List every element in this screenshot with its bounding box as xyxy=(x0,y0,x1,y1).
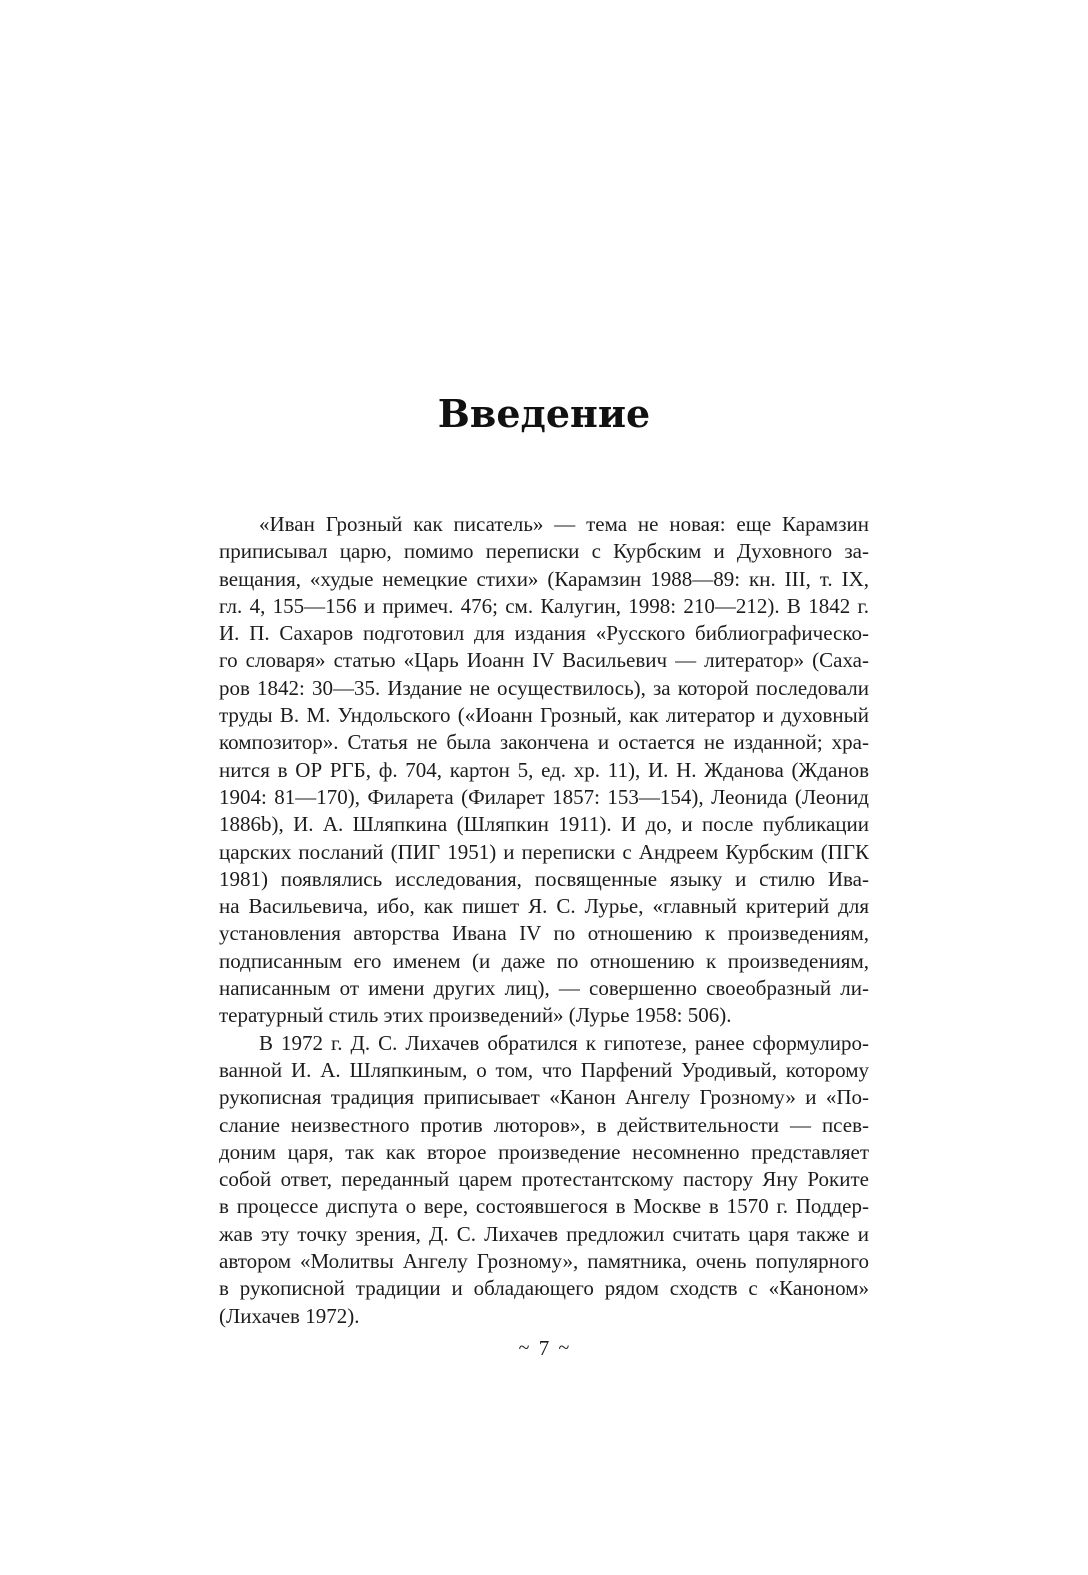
text-line: собой ответ, переданный царем протестантскому пастору Яну Роките xyxy=(219,1167,869,1192)
text-line: автором «Молитвы Ангелу Грозному», памятника, очень популярного xyxy=(219,1249,869,1274)
text-line: гл. 4, 155—156 и примеч. 476; см. Калугин, 1998: 210—212). В 1842 г. xyxy=(219,593,869,618)
text-line: подписанным его именем (и даже по отношению к произведениям, xyxy=(219,948,869,973)
text-line: 1904: 81—170), Филарета (Филарет 1857: 153—154), Леонида (Леонид xyxy=(219,784,869,809)
text-line: го словаря» статью «Царь Иоанн IV Васильевич — литератор» (Саха- xyxy=(219,648,869,673)
page-number xyxy=(0,1334,1088,1362)
text-line: ванной И. А. Шляпкиным, о том, что Парфений Уродивый, которому xyxy=(219,1057,869,1082)
text-line: приписывал царю, помимо переписки с Курбским и Духовного за- xyxy=(219,539,869,564)
text-line: 1981) появлялись исследования, посвященные языку и стилю Ива- xyxy=(219,866,869,891)
text-line: тературный стиль этих произведений» (Лурье 1958: 506). xyxy=(219,1003,732,1028)
page-number-value: 7 xyxy=(538,1336,550,1360)
text-line: нится в ОР РГБ, ф. 704, картон 5, ед. хр. 11), И. Н. Жданова (Жданов xyxy=(219,757,869,782)
chapter-title: Введение xyxy=(437,391,651,436)
text-line: жав эту точку зрения, Д. С. Лихачев предложил считать царя также и xyxy=(219,1221,869,1246)
text-line: В 1972 г. Д. С. Лихачев обратился к гипотезе, ранее сформулиро- xyxy=(259,1030,869,1055)
text-line: композитор». Статья не была закончена и остается не изданной; хра- xyxy=(219,730,869,755)
text-line: 1886b), И. А. Шляпкина (Шляпкин 1911). И до, и после публикации xyxy=(219,812,869,837)
text-line: слание неизвестного против люторов», в действительности — псев- xyxy=(219,1112,869,1137)
text-line: установления авторства Ивана IV по отношению к произведениям, xyxy=(219,921,869,946)
body-text xyxy=(219,511,869,1330)
text-line: на Васильевича, ибо, как пишет Я. С. Лурье, «главный критерий для xyxy=(219,894,869,919)
right-ornament: ~ xyxy=(558,1337,570,1359)
text-line: (Лихачев 1972). xyxy=(219,1303,360,1328)
text-line: написанным от имени других лиц), — совершенно своеобразный ли- xyxy=(219,976,869,1001)
left-ornament: ~ xyxy=(518,1337,530,1359)
text-line: в рукописной традиции и обладающего рядом сходств с «Каноном» xyxy=(219,1276,869,1301)
text-line: доним царя, так как второе произведение несомненно представляет xyxy=(219,1139,869,1164)
text-line: труды В. М. Ундольского («Иоанн Грозный, как литератор и духовный xyxy=(219,703,869,728)
text-line: ров 1842: 30—35. Издание не осуществилось), за которой последовали xyxy=(219,675,869,700)
text-line: царских посланий (ПИГ 1951) и переписки с Андреем Курбским (ПГК xyxy=(219,839,869,864)
text-line: рукописная традиция приписывает «Канон Ангелу Грозному» и «По- xyxy=(219,1085,869,1110)
text-line: И. П. Сахаров подготовил для издания «Русского библиографическо- xyxy=(219,621,869,646)
text-line: в процессе диспута о вере, состоявшегося в Москве в 1570 г. Поддер- xyxy=(219,1194,869,1219)
text-line: «Иван Грозный как писатель» — тема не новая: еще Карамзин xyxy=(259,512,869,536)
text-line: вещания, «худые немецкие стихи» (Карамзин 1988—89: кн. III, т. IX, xyxy=(219,566,869,591)
